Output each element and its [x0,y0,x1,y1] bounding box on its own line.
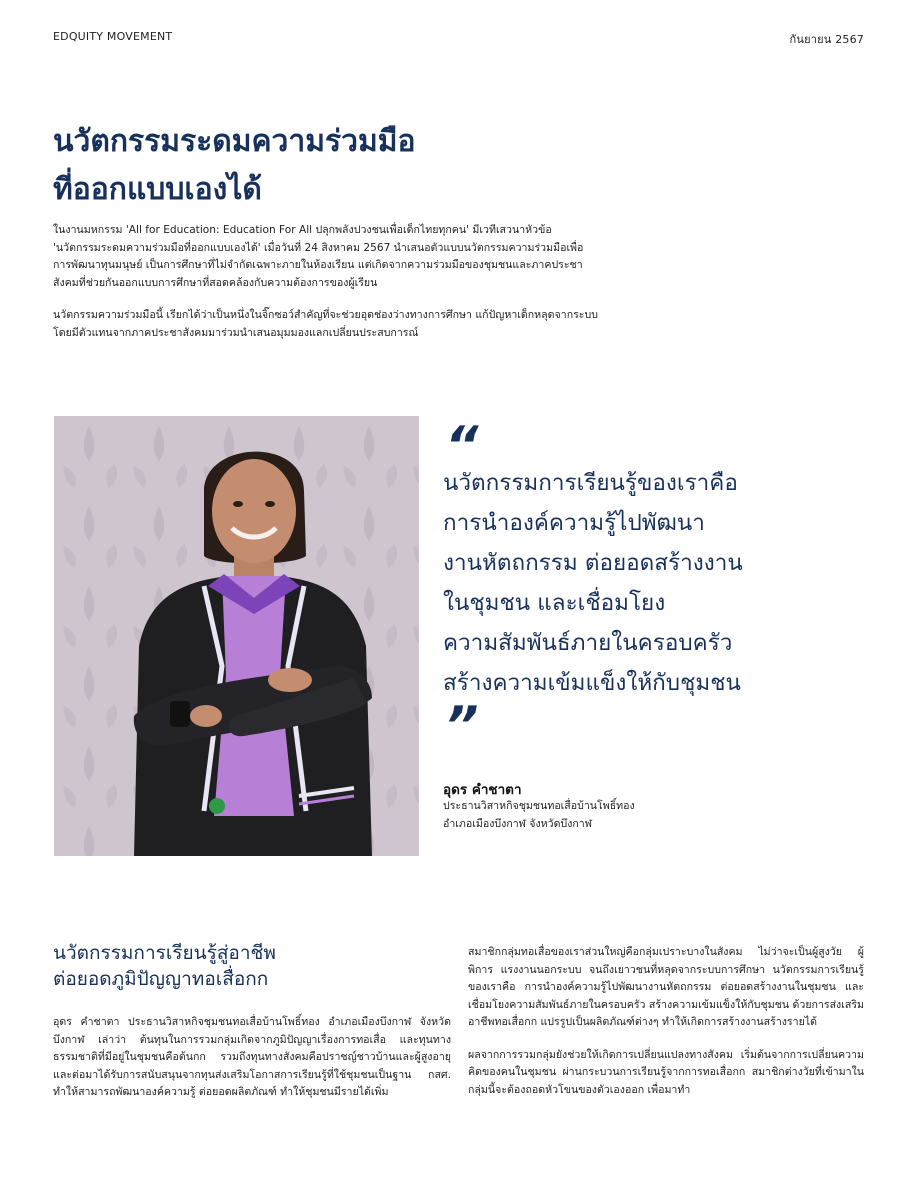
article-title-line: ที่ออกแบบเองได้ [53,172,262,207]
quote-line: สร้างความเข้มแข็งให้กับชุมชน [443,670,741,696]
body-paragraph: ผลจากการรวมกลุ่มยังช่วยให้เกิดการเปลี่ยนแปลงทางสังคม เริ่มต้นจากการเปลี่ยนความคิดของคนในชุมชน ผ่านกระบวนการเรียนรู้จากการทอเสื่อกก สมาชิกต่างวัยที่เข้ามาในกลุ่มนี้จะต้องถอดหัวโขนของตัวเองออก เพื่อมาทำ [468,1048,864,1096]
close-quote-mark: ” [445,696,479,756]
body-column-right [468,944,864,1114]
pull-quote [443,463,873,703]
author-role-line: อำเภอเมืองบึงกาฬ จังหวัดบึงกาฬ [443,817,592,830]
open-quote-mark: “ [445,416,479,476]
body-column-left [53,1014,451,1117]
portrait-illustration [54,416,419,856]
portrait-photo [54,416,419,856]
quote-author-role [443,798,635,833]
quote-line: ความสัมพันธ์ภายในครอบครัว [443,630,733,656]
article-title [53,118,653,214]
section-title [53,940,433,992]
quote-author-name: อุดร คำชาตา [443,782,522,798]
article-intro [53,222,598,357]
body-paragraph: อุดร คำชาตา ประธานวิสาหกิจชุมชนทอเสื่อบ้านโพธิ์ทอง อำเภอเมืองบึงกาฬ จังหวัดบึงกาฬ เล่าว่า ต้นทุนในการรวมกลุ่มเกิดจากภูมิปัญญาเรื่องการทอเสื่อ และทุนทางธรรมชาติที่มีอยู่ในชุมชนคือต้นกก รวมถึงทุนทางสังคมคือปราชญ์ชาวบ้านและผู้สูงอายุ และต่อมาได้รับการสนับสนุนจากทุนส่งเสริมโอกาสการเรียนรู้ที่ใช้ชุมชนเป็นฐาน กสศ. ทำให้สามารถพัฒนาองค์ความรู้ ต่อยอดผลิตภัณฑ์ ทำให้ชุมชนมีรายได้เพิ่ม [53,1016,451,1098]
intro-paragraph: ในงานมหกรรม 'All for Education: Education For All ปลุกพลังปวงชนเพื่อเด็กไทยทุกคน' มีเวทีเสวนาหัวข้อ 'นวัตกรรมระดมความร่วมมือที่ออกแบบเองได้' เมื่อวันที่ 24 สิงหาคม 2567 นำเสนอตัวแบบนวัตกรรมความร่วมมือเพื่อการพัฒนาทุนมนุษย์ เป็นการศึกษาที่ไม่จำกัดเฉพาะภายในห้องเรียน แต่เกิดจากความร่วมมือของชุมชนและภาคประชาสังคมที่ช่วยกันออกแบบการศึกษาที่สอดคล้องกับความต้องการของผู้เรียน [53,224,584,289]
quote-line: งานหัตถกรรม ต่อยอดสร้างงาน [443,550,743,576]
author-role-line: ประธานวิสาหกิจชุมชนทอเสื่อบ้านโพธิ์ทอง [443,800,635,812]
section-title-line: นวัตกรรมการเรียนรู้สู่อาชีพ [53,942,276,964]
intro-paragraph: นวัตกรรมความร่วมมือนี้ เรียกได้ว่าเป็นหนึ่งในจิ๊กซอว์สำคัญที่จะช่วยอุดช่องว่างทางการศึกษา แก้ปัญหาเด็กหลุดจากระบบ โดยมีตัวแทนจากภาคประชาสังคมมาร่วมนำเสนอมุมมองแลกเปลี่ยนประสบการณ์ [53,309,598,339]
quote-line: นวัตกรรมการเรียนรู้ของเราคือ [443,470,738,496]
issue-date: กันยายน 2567 [789,33,864,46]
body-paragraph: สมาชิกกลุ่มทอเสื่อของเราส่วนใหญ่คือกลุ่มเปราะบางในสังคม ไม่ว่าจะเป็นผู้สูงวัย ผู้พิการ แรงงานนอกระบบ จนถึงเยาวชนที่หลุดจากระบบการศึกษา นวัตกรรมการเรียนรู้ของเราคือ การนำองค์ความรู้ไปพัฒนางานหัตถกรรม ต่อยอดสร้างงานในชุมชน และเชื่อมโยงความสัมพันธ์ภายในครอบครัว สร้างความเข้มแข็งให้กับชุมชน ด้วยการส่งเสริมอาชีพทอเสื่อกก แปรรูปเป็นผลิตภัณฑ์ต่างๆ ทำให้เกิดการสร้างงานสร้างรายได้ [468,946,864,1028]
publication-name: EDQUITY MOVEMENT [53,30,173,43]
quote-line: ในชุมชน และเชื่อมโยง [443,590,666,616]
article-title-line: นวัตกรรมระดมความร่วมมือ [53,124,416,159]
section-title-line: ต่อยอดภูมิปัญญาทอเสื่อกก [53,968,269,990]
quote-line: การนำองค์ความรู้ไปพัฒนา [443,510,705,536]
